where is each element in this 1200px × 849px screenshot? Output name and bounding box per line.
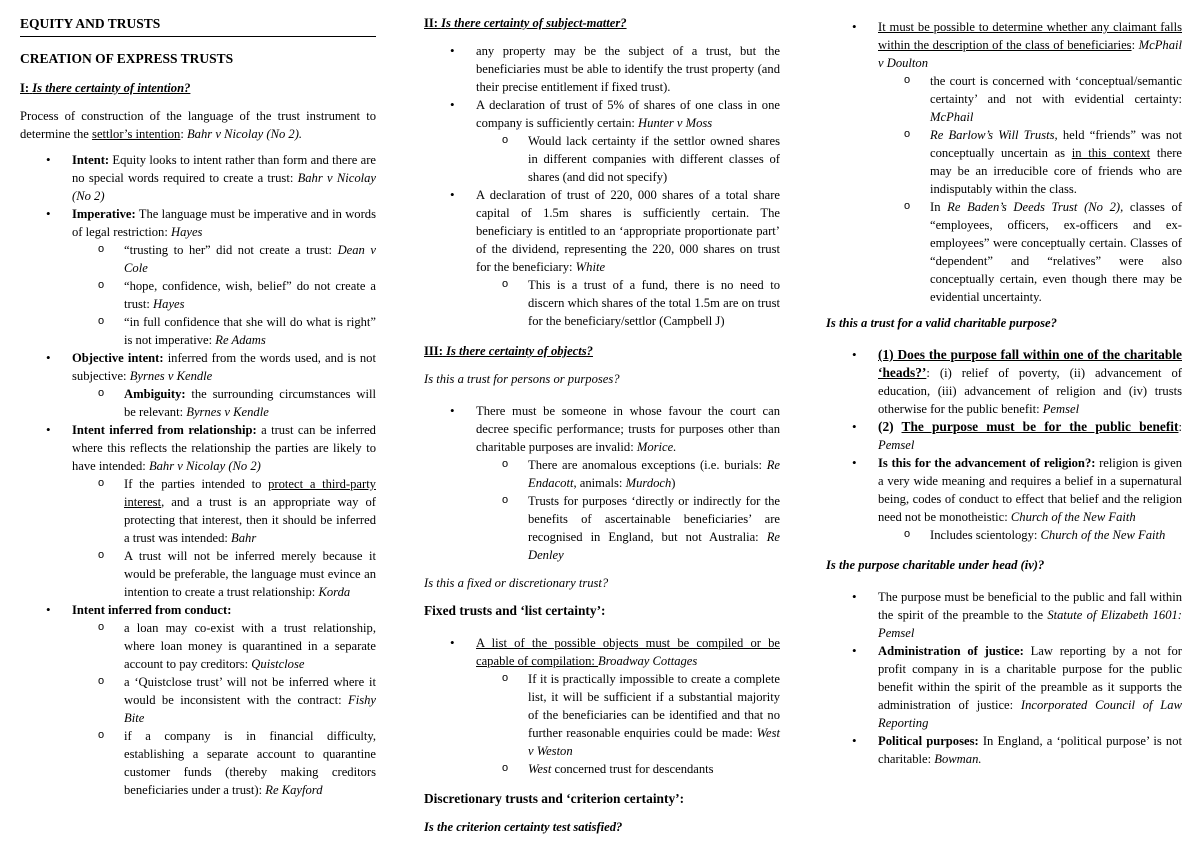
list-item: • (2) The purpose must be for the public benefit: Pemsel: [878, 418, 1182, 454]
document-title: EQUITY AND TRUSTS: [20, 14, 376, 37]
sub-list-item: o Ambiguity: the surrounding circumstances will be relevant: Byrnes v Kendle: [124, 385, 376, 421]
sub-list-item: o Includes scientology: Church of the New Faith: [930, 526, 1182, 544]
list-item: • (1) Does the purpose fall within one of the charitable ‘heads?’: (i) relief of poverty, (ii) advancement of education, (iii) advancement of religion and (iv) trusts otherwise for the public benefit: Pemsel: [878, 346, 1182, 418]
sub-list-item: o This is a trust of a fund, there is no need to discern which shares of the total 1.5m are on trust for the beneficiary/settlor (Campbell J): [528, 276, 780, 330]
intention-list: [20, 151, 376, 799]
column-1: [20, 14, 376, 807]
list-item: • any property may be the subject of a trust, but the beneficiaries must be able to identify the trust property (and their precise entitlement if fixed trust).: [476, 42, 780, 96]
list-item: • A list of the possible objects must be compiled or be capable of compilation: Broadway Cottages o If it is practically impossible to create a complete list, it will be sufficient if a substantial majority of the beneficiaries can be identified and that no further reasonable enquiries could be made: West v Weston o West concerned trust for descendants: [476, 634, 780, 778]
sub-list-item: o “hope, confidence, wish, belief” do not create a trust: Hayes: [124, 277, 376, 313]
sub-list-item: o Would lack certainty if the settlor owned shares in different companies with different classes of shares (and did not specify): [528, 132, 780, 186]
list-item: • A declaration of trust of 5% of shares of one class in one company is sufficiently certain: Hunter v Moss o Would lack certainty if the settlor owned shares in different companies with different classes of shares (and did not specify): [476, 96, 780, 186]
charitable-purpose-list: [826, 346, 1182, 544]
column-3: [826, 14, 1182, 776]
intro-paragraph: Process of construction of the language of the trust instrument to determine the settlor’s intention: Bahr v Nicolay (No 2).: [20, 109, 376, 141]
question-subheading: Is this a trust for a valid charitable purpose?: [826, 316, 1057, 330]
question-heading-1: I: Is there certainty of intention?: [20, 81, 191, 95]
sub-list-item: o If it is practically impossible to create a complete list, it will be sufficient if a substantial majority of the beneficiaries can be identified and that no further reasonable enquiries could be made: West v Weston: [528, 670, 780, 760]
list-item: • There must be someone in whose favour the court can decree specific performance; trusts for purposes other than charitable purposes are invalid: Morice. o There are anomalous exceptions (i.e. burials: Re Endacott, animals: Murdoch) o Trusts for purposes ‘directly or indirectly for the benefits of ascertainable beneficiaries’ are recognised in England, but not Australia: Re Denley: [476, 402, 780, 564]
fixed-trusts-heading: Fixed trusts and ‘list certainty’:: [424, 603, 606, 618]
sub-list-item: o “in full confidence that she will do what is right” is not imperative: Re Adams: [124, 313, 376, 349]
list-item: • The purpose must be beneficial to the public and fall within the spirit of the preamble to the Statute of Elizabeth 1601: Pemsel: [878, 588, 1182, 642]
list-item: • Imperative: The language must be imperative and in words of legal restriction: Hayes o “trusting to her” did not create a trust: Dean v Cole o “hope, confidence, wish, belief” do not create a trust: Hayes o “in full confidence that she will do what is right” is not imperative: Re Adams: [72, 205, 376, 349]
question-subheading: Is the purpose charitable under head (iv)?: [826, 558, 1045, 572]
sub-list-item: o Re Barlow’s Will Trusts, held “friends” was not conceptually uncertain as in this context there may be an irreducible core of friends who are indisputably within the class.: [930, 126, 1182, 198]
question-subheading: Is the criterion certainty test satisfied?: [424, 820, 623, 834]
head-iv-list: [826, 588, 1182, 768]
section-title: CREATION OF EXPRESS TRUSTS: [20, 51, 234, 66]
question-subheading: Is this a fixed or discretionary trust?: [424, 576, 609, 590]
sub-list-item: o A trust will not be inferred merely because it would be preferable, the language must evince an intention to create a trust relationship: Korda: [124, 547, 376, 601]
sub-list-item: o if a company is in financial difficulty, establishing a separate account to quarantine customer funds (thereby making creditors beneficiaries under a trust): Re Kayford: [124, 727, 376, 799]
list-item: • Political purposes: In England, a ‘political purpose’ is not charitable: Bowman.: [878, 732, 1182, 768]
sub-list-item: o “trusting to her” did not create a trust: Dean v Cole: [124, 241, 376, 277]
fixed-trusts-list: [424, 634, 780, 778]
sub-list-item: o West concerned trust for descendants: [528, 760, 780, 778]
list-item: • Intent: Equity looks to intent rather than form and there are no special words required to create a trust: Bahr v Nicolay (No 2): [72, 151, 376, 205]
list-item: • Objective intent: inferred from the words used, and is not subjective: Byrnes v Kendle o Ambiguity: the surrounding circumstances will be relevant: Byrnes v Kendle: [72, 349, 376, 421]
sub-list-item: o the court is concerned with ‘conceptual/semantic certainty’ and not with evidential certainty: McPhail: [930, 72, 1182, 126]
sub-list-item: o In Re Baden’s Deeds Trust (No 2), classes of “employees, officers, ex-officers and ex-employees” were conceptually certain. Classes of “dependent” and “relatives” were also conceptually certain, even though there may be evidential uncertainty.: [930, 198, 1182, 306]
sub-list-item: o There are anomalous exceptions (i.e. burials: Re Endacott, animals: Murdoch): [528, 456, 780, 492]
question-heading-2: II: Is there certainty of subject-matter?: [424, 16, 627, 30]
list-item: • It must be possible to determine whether any claimant falls within the description of the class of beneficiaries: McPhail v Doulton o the court is concerned with ‘conceptual/semantic certainty’ and not with evidential certainty: McPhail o Re Barlow’s Will Trusts, held “friends” was not conceptually uncertain as in this context there may be an irreducible core of friends who are indisputably within the class. o In Re Baden’s Deeds Trust (No 2), classes of “employees, officers, ex-officers and ex-employees” were conceptually certain. Classes of “dependent” and “relatives” were also conceptually certain, even though there may be evidential uncertainty.: [878, 18, 1182, 306]
criterion-list: [826, 18, 1182, 306]
list-item: • A declaration of trust of 220, 000 shares of a total share capital of 1.5m shares is sufficiently certain. The beneficiary is entitled to an ‘appropriate proportionate part’ of the dividend, representing the 220, 000 shares on trust for the beneficiary: White o This is a trust of a fund, there is no need to discern which shares of the total 1.5m are on trust for the beneficiary/settlor (Campbell J): [476, 186, 780, 330]
discretionary-trusts-heading: Discretionary trusts and ‘criterion certainty’:: [424, 791, 685, 806]
sub-list-item: o Trusts for purposes ‘directly or indirectly for the benefits of ascertainable beneficiaries’ are recognised in England, but not Australia: Re Denley: [528, 492, 780, 564]
list-item: • Intent inferred from relationship: a trust can be inferred where this reflects the relationship the parties are likely to have intended: Bahr v Nicolay (No 2) o If the parties intended to protect a third-party interest, and a trust is an appropriate way of protecting that interest, then it should be inferred a trust was intended: Bahr o A trust will not be inferred merely because it would be preferable, the language must evince an intention to create a trust relationship: Korda: [72, 421, 376, 601]
objects-list: [424, 402, 780, 564]
question-heading-3: III: Is there certainty of objects?: [424, 344, 593, 358]
sub-list-item: o If the parties intended to protect a third-party interest, and a trust is an appropriate way of protecting that interest, then it should be inferred a trust was intended: Bahr: [124, 475, 376, 547]
list-item: • Administration of justice: Law reporting by a not for profit company in is a charitable purpose for the public benefit within the spirit of the preamble as it supports the administration of justice: Incorporated Council of Law Reporting: [878, 642, 1182, 732]
column-2: [424, 14, 780, 846]
list-item: • Intent inferred from conduct: o a loan may co-exist with a trust relationship, where loan money is quarantined in a separate account to pay creditors: Quistclose o a ‘Quistclose trust’ will not be inferred where it would be inconsistent with the contract: Fishy Bite o if a company is in financial difficulty, establishing a separate account to quarantine customer funds (thereby making creditors beneficiaries under a trust): Re Kayford: [72, 601, 376, 799]
list-item: • Is this for the advancement of religion?: religion is given a very wide meaning and requires a belief in a supernatural being, codes of conduct to effect that belief and the religion need not be monotheistic: Church of the New Faith o Includes scientology: Church of the New Faith: [878, 454, 1182, 544]
subject-matter-list: [424, 42, 780, 330]
sub-list-item: o a ‘Quistclose trust’ will not be inferred where it would be inconsistent with the contract: Fishy Bite: [124, 673, 376, 727]
sub-list-item: o a loan may co-exist with a trust relationship, where loan money is quarantined in a separate account to pay creditors: Quistclose: [124, 619, 376, 673]
question-subheading: Is this a trust for persons or purposes?: [424, 372, 620, 386]
